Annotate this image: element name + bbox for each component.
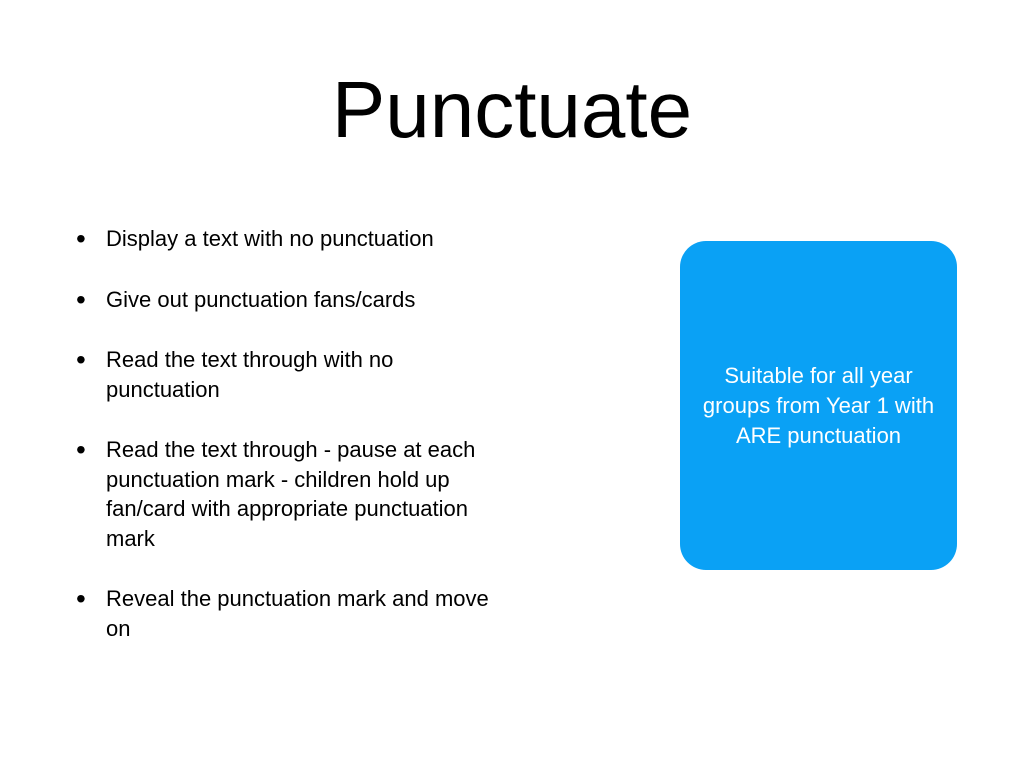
bullet-list [76,224,496,674]
bullet-text: Read the text through - pause at each punctuation mark - children hold up fan/card with appropriate punctuation mark [106,437,476,551]
bullet-text: Display a text with no punctuation [106,226,434,251]
bullet-dot-icon: • [76,434,86,465]
bullet-dot-icon: • [76,223,86,254]
slide-title: Punctuate [331,65,693,154]
info-box [680,241,957,570]
bullet-item [76,345,496,404]
info-box-text: Suitable for all year groups from Year 1 with ARE punctuation [702,362,935,448]
bullet-dot-icon: • [76,283,86,315]
bullet-item [76,224,496,254]
bullet-text: Reveal the punctuation mark and move on [106,586,489,641]
bullet-text: Give out punctuation fans/cards [106,286,416,312]
bullet-item [76,435,496,553]
bullet-text: Read the text through with no punctuation [106,347,394,402]
bullet-dot-icon: • [76,344,86,375]
bullet-dot-icon: • [76,583,86,614]
bullet-item [76,285,496,315]
bullet-item [76,584,496,643]
